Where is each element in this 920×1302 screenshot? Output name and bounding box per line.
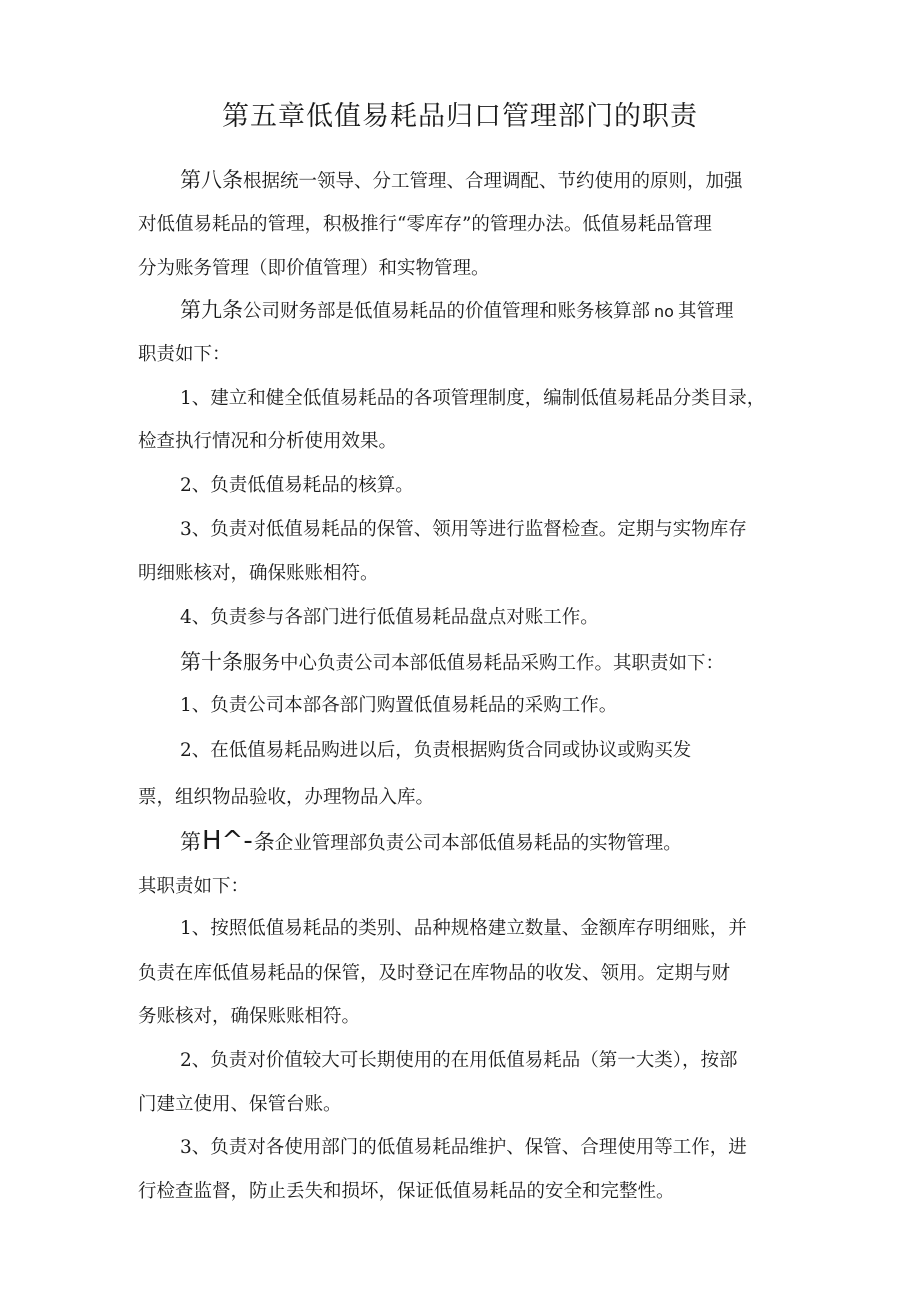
article-10-line-1: 第十条服务中心负责公司本部低值易耗品采购工作。其职责如下： [180,650,725,674]
article-8-line-2: 对低值易耗品的管理，积极推行“零库存”的管理办法。低值易耗品管理 [138,214,712,235]
article-11-item-1-line-1: 1、按照低值易耗品的类别、品种规格建立数量、金额库存明细账，并 [180,918,747,939]
article-9-line-1: 第九条公司财务部是低值易耗品的价值管理和账务核算部 no 其管理 [180,298,734,322]
article-11-item-2-line-1: 2、负责对价值较大可长期使用的在用低值易耗品（第一大类），按部 [180,1050,738,1071]
article-10-item-2-line-1: 2、在低值易耗品购进以后，负责根据购货合同或协议或购买发 [180,740,692,761]
article-9-item-4: 4、负责参与各部门进行低值易耗品盘点对账工作。 [180,607,599,628]
article-11-item-3-line-2: 行检查监督，防止丢失和损坏，保证低值易耗品的安全和完整性。 [138,1181,675,1202]
article-10-item-2-line-2: 票，组织物品验收，办理物品入库。 [138,787,435,808]
article-9-item-1-line-2: 检查执行情况和分析使用效果。 [138,431,398,452]
article-9-item-2: 2、负责低值易耗品的核算。 [180,475,414,496]
chapter-title: 第五章低值易耗品归口管理部门的职责 [222,101,698,132]
article-9-item-1-line-1: 1、建立和健全低值易耗品的各项管理制度，编制低值易耗品分类目录， [180,388,766,409]
article-8-line-3: 分为账务管理（即价值管理）和实物管理。 [138,258,490,279]
article-10-item-1: 1、负责公司本部各部门购置低值易耗品的采购工作。 [180,695,618,716]
article-9-label: 第九条 [180,298,243,322]
article-11-line-1: 第H^-条企业管理部负责公司本部低值易耗品的实物管理。 [180,826,682,856]
article-9-item-3-line-2: 明细账核对，确保账账相符。 [138,563,379,584]
article-11-line-2: 其职责如下： [138,876,250,897]
article-11-item-2-line-2: 门建立使用、保管台账。 [138,1094,342,1115]
article-11-label-c: 条 [253,830,275,854]
article-11-item-1-line-3: 务账核对，确保账账相符。 [138,1006,361,1027]
article-8-label: 第八条 [180,168,243,192]
article-11-label-b: H^- [202,826,253,856]
article-11-label-a: 第 [180,830,201,854]
article-11-item-3-line-1: 3、负责对各使用部门的低值易耗品维护、保管、合理使用等工作，进 [180,1137,747,1158]
article-9-line-2: 职责如下： [138,344,231,365]
article-11-item-1-line-2: 负责在库低值易耗品的保管，及时登记在库物品的收发、领用。定期与财 [138,963,731,984]
article-9-item-3-line-1: 3、负责对低值易耗品的保管、领用等进行监督检查。定期与实物库存 [180,519,747,540]
article-10-label: 第十条 [180,650,243,674]
article-8-line-1: 第八条根据统一领导、分工管理、合理调配、节约使用的原则，加强 [180,168,743,192]
